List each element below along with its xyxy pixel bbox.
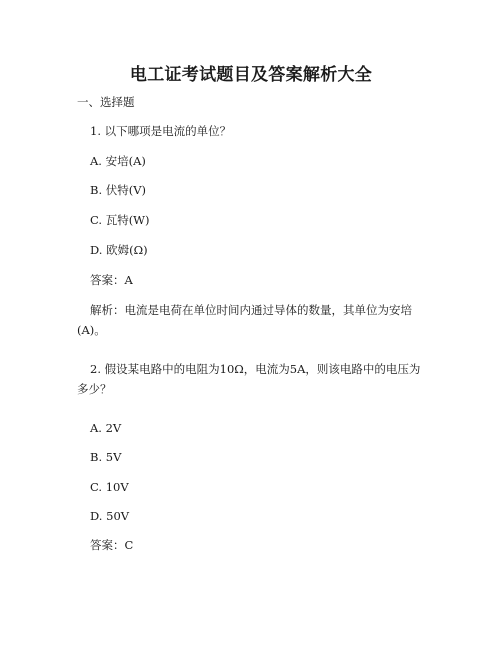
question-2-option-c: C. 10V (90, 480, 129, 494)
question-2-stem: 2. 假设某电路中的电阻为10Ω，电流为5A，则该电路中的电压为多少？ (77, 362, 421, 396)
question-1-explanation: 解析：电流是电荷在单位时间内通过导体的数量，其单位为安培(A)。 (77, 303, 412, 337)
question-1-answer: 答案：A (90, 273, 133, 287)
section-heading: 一、选择题 (77, 95, 135, 109)
document-title: 电工证考试题目及答案解析大全 (129, 65, 373, 85)
question-1-option-b: B. 伏特(V) (90, 183, 147, 197)
question-1-stem: 1. 以下哪项是电流的单位？ (90, 124, 232, 138)
question-2-option-b: B. 5V (90, 450, 122, 464)
question-2-option-d: D. 50V (90, 509, 130, 523)
question-1-option-c: C. 瓦特(W) (90, 213, 150, 227)
question-2-option-a: A. 2V (90, 421, 122, 435)
question-1-option-a: A. 安培(A) (90, 154, 146, 168)
question-2-answer: 答案：C (90, 538, 134, 552)
question-1-option-d: D. 欧姆(Ω) (90, 243, 148, 257)
